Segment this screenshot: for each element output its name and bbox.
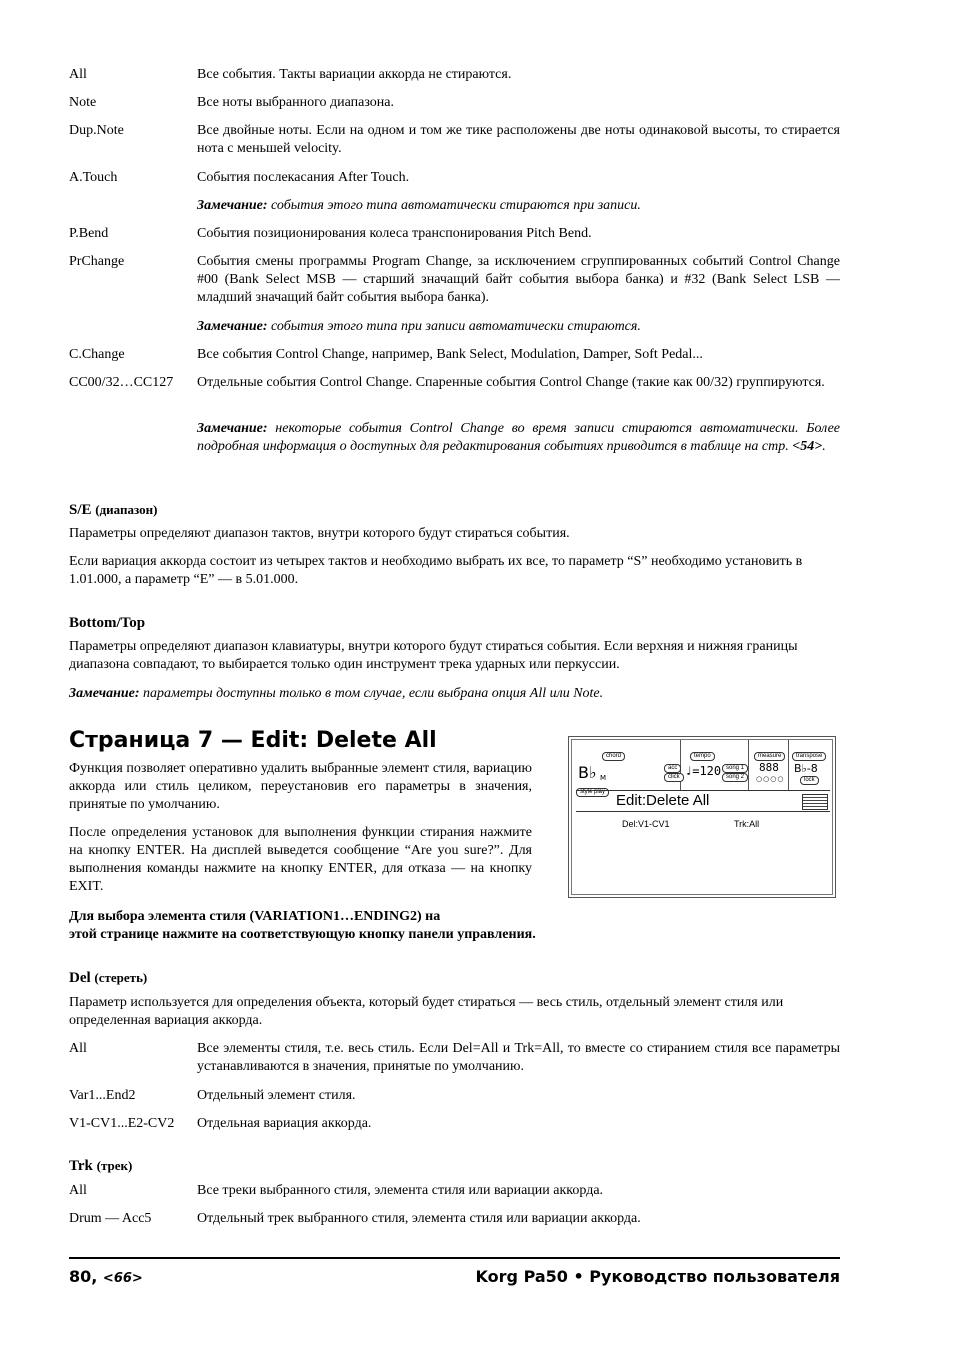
lcd-label-style-play: style play xyxy=(576,788,609,797)
page7-paragraph-2: После определения установок для выполнения функции стирания нажмите на кнопку ENTER. На дисплей выведется сообщение “Are you sure?”. Для выполнения команды нажмите на кнопку ENTER, для отказа — на кнопку EXIT. xyxy=(69,825,532,894)
lcd-measure-value: 888 xyxy=(759,761,779,774)
footer-title: Korg Pa50 • Руководство пользователя xyxy=(475,1267,840,1286)
del-term-cv: V1-CV1...E2-CV2 xyxy=(69,1116,175,1131)
desc-dup-note: Все двойные ноты. Если на одном и том же тике расположены две ноты одинаковой высоты, то стирается нота с меньшей velocity. xyxy=(197,123,840,156)
note-label: Замечание: xyxy=(197,421,268,436)
lcd-label-tempo: tempo xyxy=(690,752,715,761)
trk-desc-all: Все треки выбранного стиля, элемента стиля или вариации аккорда. xyxy=(197,1183,604,1198)
lcd-display xyxy=(568,736,836,898)
lcd-page-title: Edit:Delete All xyxy=(616,792,710,809)
del-desc-all: Все элементы стиля, т.е. весь стиль. Если Del=All и Trk=All, то вместе со стиранием стиля все параметры устанавливаются в значения, принятые по умолчанию. xyxy=(197,1041,840,1074)
desc-prchange: События смены программы Program Change, за исключением сгруппированных событий Control Change #00 (Bank Select MSB — старший значащий байт события выбора банка) и #32 (Bank Select LSB — младший значащий байт события выбора банка). xyxy=(197,254,840,305)
page-ref: <54> xyxy=(792,439,823,454)
page7-bold-instruction: Для выбора элемента стиля (VARIATION1…ENDING2) на этой странице нажмите на соответствующую кнопку панели управления. xyxy=(69,909,536,942)
term-all: All xyxy=(69,67,87,82)
lcd-divider xyxy=(788,740,789,790)
trk-heading: Trk (трек) xyxy=(69,1158,133,1174)
lcd-label-song1: song 1 xyxy=(722,764,748,773)
bottomtop-heading: Bottom/Top xyxy=(69,615,146,631)
term-atouch: A.Touch xyxy=(69,170,118,185)
lcd-chord-type: M xyxy=(600,774,607,782)
page-ref: <66> xyxy=(102,1271,143,1286)
term-cchange: C.Change xyxy=(69,347,125,362)
note-text: параметры доступны только в том случае, если выбрана опция All или Note. xyxy=(143,686,604,701)
del-term-all: All xyxy=(69,1041,87,1056)
lcd-label-lock: lock xyxy=(800,776,819,785)
lcd-chord-value: B♭ xyxy=(578,763,597,782)
del-desc-var: Отдельный элемент стиля. xyxy=(197,1088,356,1103)
term-dup-note: Dup.Note xyxy=(69,123,124,138)
note-label: Замечание: xyxy=(69,686,140,701)
desc-pbend: События позиционирования колеса транспонирования Pitch Bend. xyxy=(197,226,592,241)
note-cc: Замечание: некоторые события Control Change во время записи стираются автоматически. Более подробная информация о доступных для редактирования событиях приводится в таблице на стр. <54>. xyxy=(197,421,840,454)
se-heading: S/E (диапазон) xyxy=(69,502,158,518)
lcd-label-song2: song 2 xyxy=(722,773,748,782)
lcd-label-measure: measure xyxy=(754,752,785,761)
term-cc: CC00/32…CC127 xyxy=(69,375,174,390)
note-atouch xyxy=(197,197,840,215)
desc-cc: Отдельные события Control Change. Спаренные события Control Change (такие как 00/32) группируются. xyxy=(197,375,825,390)
desc-all: Все события. Такты вариации аккорда не стираются. xyxy=(197,67,512,82)
lcd-label-click: click xyxy=(664,773,684,782)
note-label: Замечание: xyxy=(197,198,268,213)
note-label: Замечание: xyxy=(197,319,268,334)
lcd-label-acc: acc xyxy=(664,764,681,773)
del-paragraph: Параметр используется для определения объекта, который будет стираться — весь стиль, отдельный элемент стиля или определенная вариация аккорда. xyxy=(69,995,784,1028)
del-heading: Del (стереть) xyxy=(69,970,148,986)
page7-paragraph-1: Функция позволяет оперативно удалить выбранные элемент стиля, вариацию аккорда или стиль целиком, переустановив его параметры в значения, принятые по умолчанию. xyxy=(69,761,532,812)
note-text: некоторые события Control Change во время записи стираются автоматически. Более подробная информация о доступных для редактирования событиях приводится в таблице на стр. xyxy=(197,421,840,454)
note-text: события этого типа автоматически стираются при записи. xyxy=(271,198,641,213)
note-text: события этого типа при записи автоматически стираются. xyxy=(271,319,641,334)
lcd-transpose-value: B♭-8 xyxy=(794,762,818,775)
desc-atouch: События послекасания After Touch. xyxy=(197,170,410,185)
lcd-divider xyxy=(748,740,749,790)
note-bottomtop xyxy=(69,685,840,703)
lcd-tempo-value: ♩=120 xyxy=(685,764,722,778)
lcd-page-icon xyxy=(802,794,828,810)
page-title: Страница 7 — Edit: Delete All xyxy=(69,728,437,753)
trk-desc-drum: Отдельный трек выбранного стиля, элемента стиля или вариации аккорда. xyxy=(197,1211,641,1226)
term-note: Note xyxy=(69,95,97,110)
se-paragraph-1: Параметры определяют диапазон тактов, внутри которого будут стираться события. xyxy=(69,526,570,541)
lcd-label-transpose: transpose xyxy=(792,752,826,761)
lcd-label-chord: chord xyxy=(602,752,625,761)
lcd-field-del: Del:V1-CV1 xyxy=(622,819,670,829)
lcd-beat-dots: ○○○○ xyxy=(756,775,785,783)
del-desc-cv: Отдельная вариация аккорда. xyxy=(197,1116,372,1131)
del-term-var: Var1...End2 xyxy=(69,1088,136,1103)
footer-rule xyxy=(69,1257,840,1259)
note-prchange xyxy=(197,318,840,336)
lcd-field-trk: Trk:All xyxy=(734,819,760,829)
se-paragraph-2: Если вариация аккорда состоит из четырех тактов и необходимо выбрать их все, то параметр “S” необходимо установить в 1.01.000, а параметр “E” — в 5.01.000. xyxy=(69,554,803,587)
lcd-screen xyxy=(571,739,833,895)
trk-term-drum: Drum — Acc5 xyxy=(69,1211,152,1226)
page-number: 80, <66> xyxy=(69,1267,143,1286)
trk-term-all: All xyxy=(69,1183,87,1198)
desc-note: Все ноты выбранного диапазона. xyxy=(197,95,395,110)
term-pbend: P.Bend xyxy=(69,226,109,241)
bottomtop-paragraph: Параметры определяют диапазон клавиатуры, внутри которого будут стираться события. Если верхняя и нижняя границы диапазона совпадают, то выбирается только один инструмент трека ударных или перкуссии. xyxy=(69,639,798,672)
desc-cchange: Все события Control Change, например, Bank Select, Modulation, Damper, Soft Pedal... xyxy=(197,347,703,362)
term-prchange: PrChange xyxy=(69,254,125,269)
